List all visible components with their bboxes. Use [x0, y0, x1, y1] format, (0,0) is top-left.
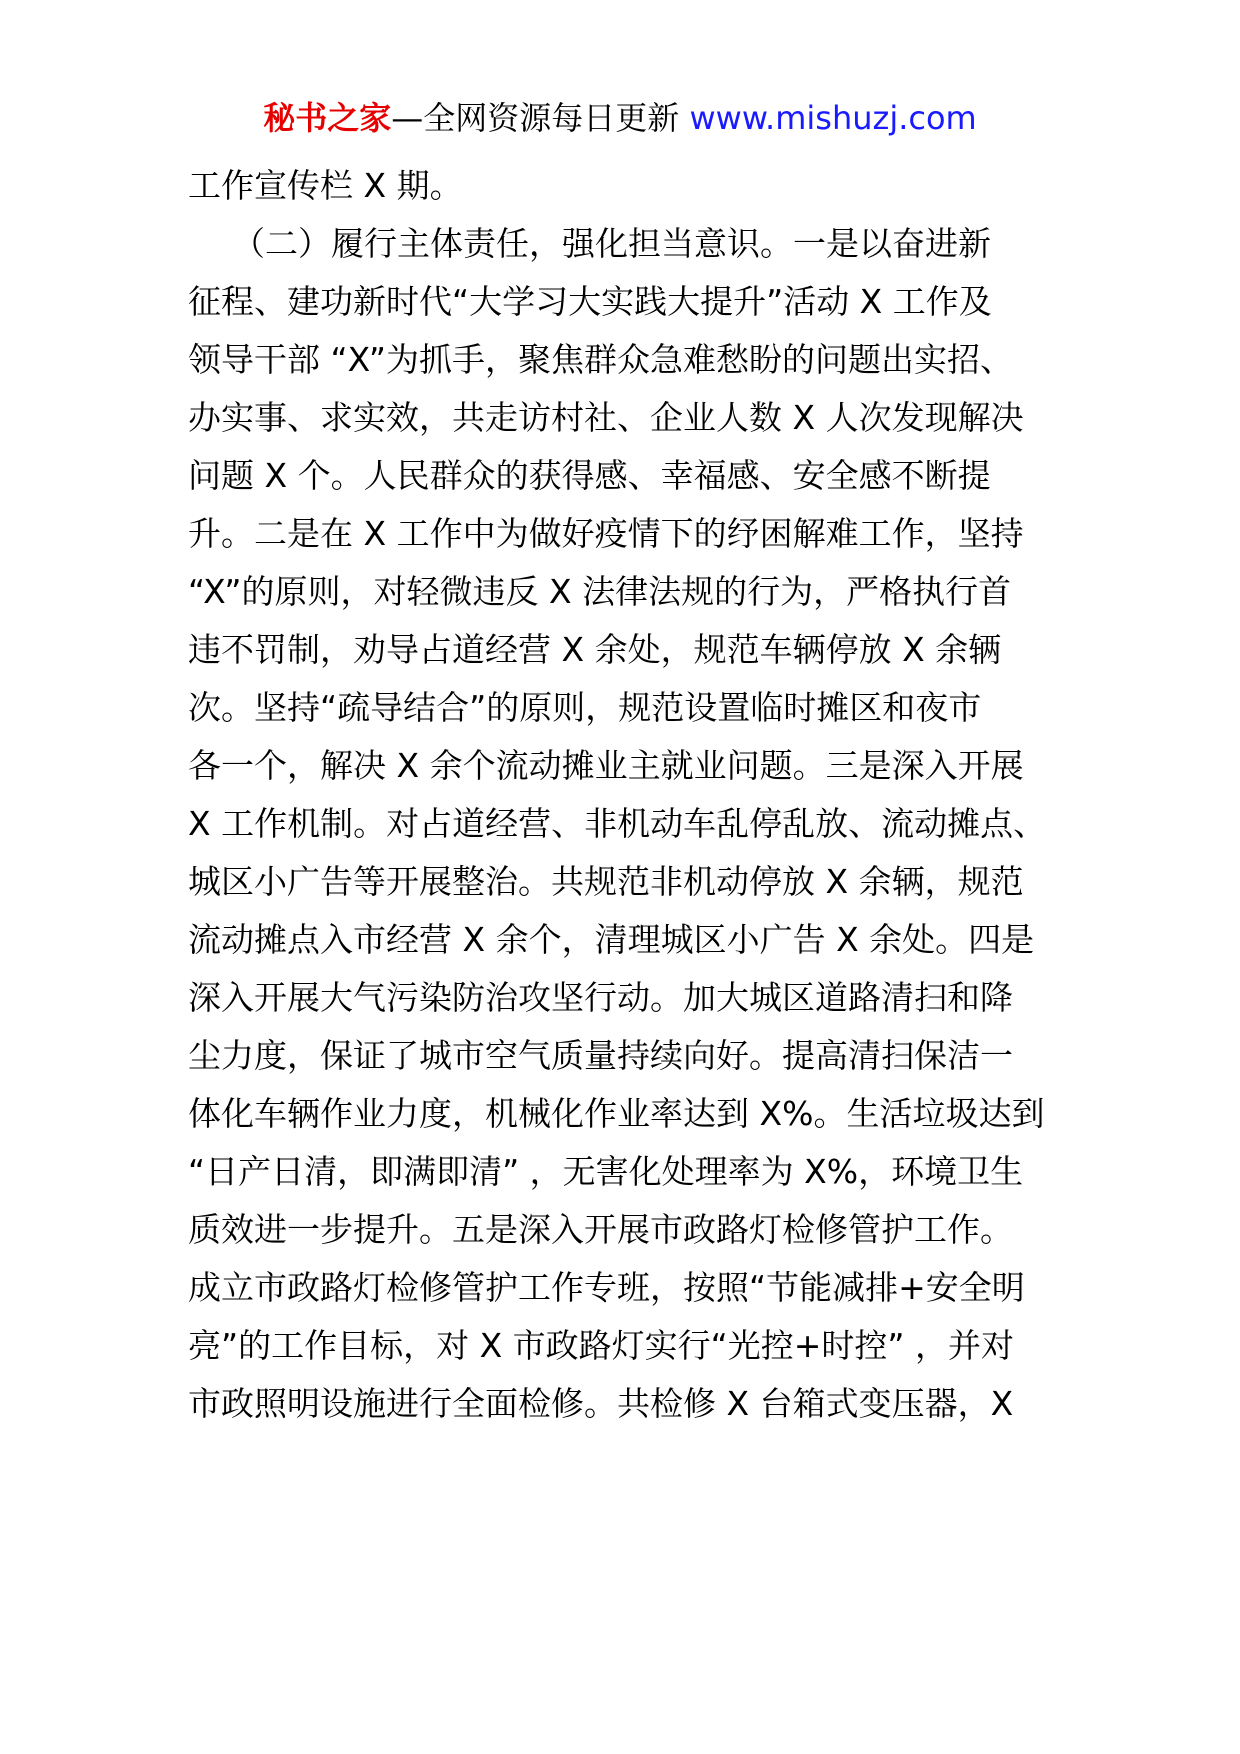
text-line-10: 次。坚持“疏导结合”的原则，规范设置临时摊区和夜市 [188, 688, 982, 727]
text-line-1: 工作宣传栏 X 期。 [188, 166, 463, 205]
text-line-17: 体化车辆作业力度，机械化作业率达到 X%。生活垃圾达到 [188, 1094, 1045, 1133]
text-line-3: 征程、建功新时代“大学习大实践大提升”活动 X 工作及 [188, 282, 992, 321]
text-line-15: 深入开展大气污染防治攻坚行动。加大城区道路清扫和降 [188, 978, 1013, 1017]
text-line-9: 违不罚制，劝导占道经营 X 余处，规范车辆停放 X 余辆 [188, 630, 1002, 669]
text-line-7: 升。二是在 X 工作中为做好疫情下的纾困解难工作，坚持 [188, 514, 1024, 553]
text-line-19: 质效进一步提升。五是深入开展市政路灯检修管护工作。 [188, 1210, 1013, 1249]
text-line-5: 办实事、求实效，共走访村社、企业人数 X 人次发现解决 [188, 398, 1024, 437]
site-header [0, 96, 1240, 140]
site-tagline: —全网资源每日更新 [391, 99, 690, 137]
brand-name: 秘书之家 [263, 99, 392, 137]
text-line-13: 城区小广告等开展整治。共规范非机动停放 X 余辆，规范 [188, 862, 1024, 901]
text-line-22: 市政照明设施进行全面检修。共检修 X 台箱式变压器，X [188, 1384, 1014, 1423]
text-line-20: 成立市政路灯检修管护工作专班，按照“节能减排+安全明 [188, 1268, 1025, 1307]
text-line-6: 问题 X 个。人民群众的获得感、幸福感、安全感不断提 [188, 456, 991, 495]
text-line-11: 各一个，解决 X 余个流动摊业主就业问题。三是深入开展 [188, 746, 1024, 785]
text-line-12: X 工作机制。对占道经营、非机动车乱停乱放、流动摊点、 [188, 804, 1047, 843]
site-url[interactable]: www.mishuzj.com [689, 99, 977, 137]
text-line-2: （二）履行主体责任，强化担当意识。一是以奋进新 [232, 224, 991, 263]
text-line-4: 领导干部 “X”为抓手，聚焦群众急难愁盼的问题出实招、 [188, 340, 1013, 379]
text-line-21: 亮”的工作目标，对 X 市政路灯实行“光控+时控” ，并对 [188, 1326, 1015, 1365]
text-line-14: 流动摊点入市经营 X 余个，清理城区小广告 X 余处。四是 [188, 920, 1035, 959]
text-line-18: “日产日清，即满即清” ，无害化处理率为 X%，环境卫生 [188, 1152, 1024, 1191]
text-line-16: 尘力度，保证了城市空气质量持续向好。提高清扫保洁一 [188, 1036, 1013, 1075]
text-line-8: “X”的原则，对轻微违反 X 法律法规的行为，严格执行首 [188, 572, 1012, 611]
